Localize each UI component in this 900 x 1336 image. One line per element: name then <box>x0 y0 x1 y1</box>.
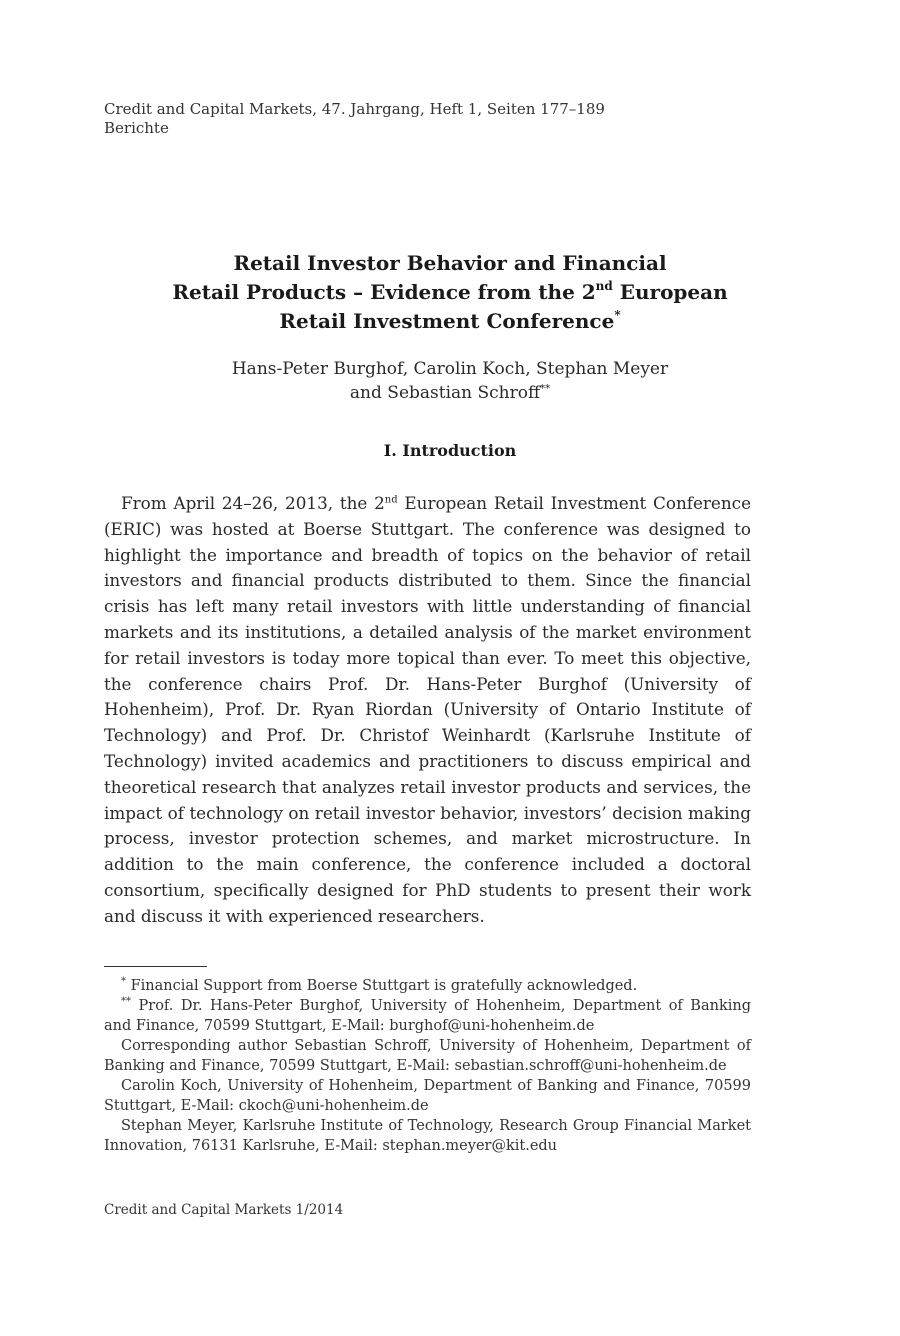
author-footnote-mark: ** <box>540 383 551 395</box>
title-line-3 <box>0 307 900 336</box>
journal-citation: Credit and Capital Markets, 47. Jahrgang, Heft 1, Seiten 177–189 <box>104 100 605 118</box>
author-list <box>0 357 900 405</box>
footnote-2-mark: ** <box>121 996 131 1008</box>
footnote-1-text: Financial Support from Boerse Stuttgart is gratefully acknowledged. <box>126 978 638 994</box>
section-heading: I. Introduction <box>383 441 517 460</box>
footnote-5: Stephan Meyer, Karlsruhe Institute of Technology, Research Group Financial Market Innovation, 76131 Karlsruhe, E-Mail: stephan.meyer@kit.edu <box>104 1118 751 1154</box>
author-line-2-text: and Sebastian Schroff <box>349 383 541 403</box>
footnote-3: Corresponding author Sebastian Schroff, University of Hohenheim, Department of Banking and Finance, 70599 Stuttgart, E-Mail: sebastian.schroff@uni-hohenheim.de <box>104 1038 751 1074</box>
page-footer: Credit and Capital Markets 1/2014 <box>104 1202 344 1218</box>
article-title <box>0 249 900 336</box>
title-line-1: Retail Investor Behavior and Financial <box>233 251 667 275</box>
footnote-divider <box>104 966 207 967</box>
paragraph-start: From April 24–26, 2013, the 2 <box>121 493 385 513</box>
running-header <box>104 100 605 138</box>
footnote-1 <box>104 976 751 996</box>
author-line-2 <box>0 381 900 405</box>
author-line-1: Hans-Peter Burghof, Carolin Koch, Stephan Meyer <box>231 359 669 379</box>
section-label: Berichte <box>104 119 169 137</box>
title-ordinal-suffix: nd <box>595 279 613 294</box>
body-paragraph <box>104 491 751 930</box>
footnote-1-mark: * <box>121 976 126 988</box>
title-line-2-post: European <box>612 280 728 304</box>
title-footnote-mark: * <box>614 308 621 323</box>
footnote-4: Carolin Koch, University of Hohenheim, Department of Banking and Finance, 70599 Stuttgart, E-Mail: ckoch@uni-hohenheim.de <box>104 1078 751 1114</box>
ordinal-suffix: nd <box>384 494 398 506</box>
footnote-2 <box>104 996 751 1036</box>
body-text <box>104 491 751 930</box>
paragraph-rest: European Retail Investment Conference (ERIC) was hosted at Boerse Stuttgart. The conference was designed to highlight the importance and breadth of topics on the behavior of retail investors and financial products distributed to them. Since the financial crisis has left many retail investors with little understanding of financial markets and its institutions, a detailed analysis of the market environment for retail investors is today more topical than ever. To meet this objective, the conference chairs Prof. Dr. Hans-Peter Burghof (University of Hohenheim), Prof. Dr. Ryan Riordan (University of Ontario Institute of Technology) and Prof. Dr. Christof Weinhardt (Karlsruhe Institute of Technology) invited academics and practitioners to discuss empirical and theoretical research that analyzes retail investor products and services, the impact of technology on retail investor behavior, investors’ decision making process, investor protection schemes, and market microstructure. In addition to the main conference, the conference included a doctoral consortium, specifically designed for PhD students to present their work and discuss it with experienced researchers. <box>104 493 751 926</box>
title-line-2-pre: Retail Products – Evidence from the 2 <box>172 280 596 304</box>
title-line-3-text: Retail Investment Conference <box>279 309 615 333</box>
footnotes <box>104 976 751 1156</box>
footnote-2-text: Prof. Dr. Hans-Peter Burghof, University of Hohenheim, Department of Banking and Finance, 70599 Stuttgart, E-Mail: burghof@uni-hohenheim.de <box>104 998 751 1034</box>
title-line-2 <box>0 278 900 307</box>
